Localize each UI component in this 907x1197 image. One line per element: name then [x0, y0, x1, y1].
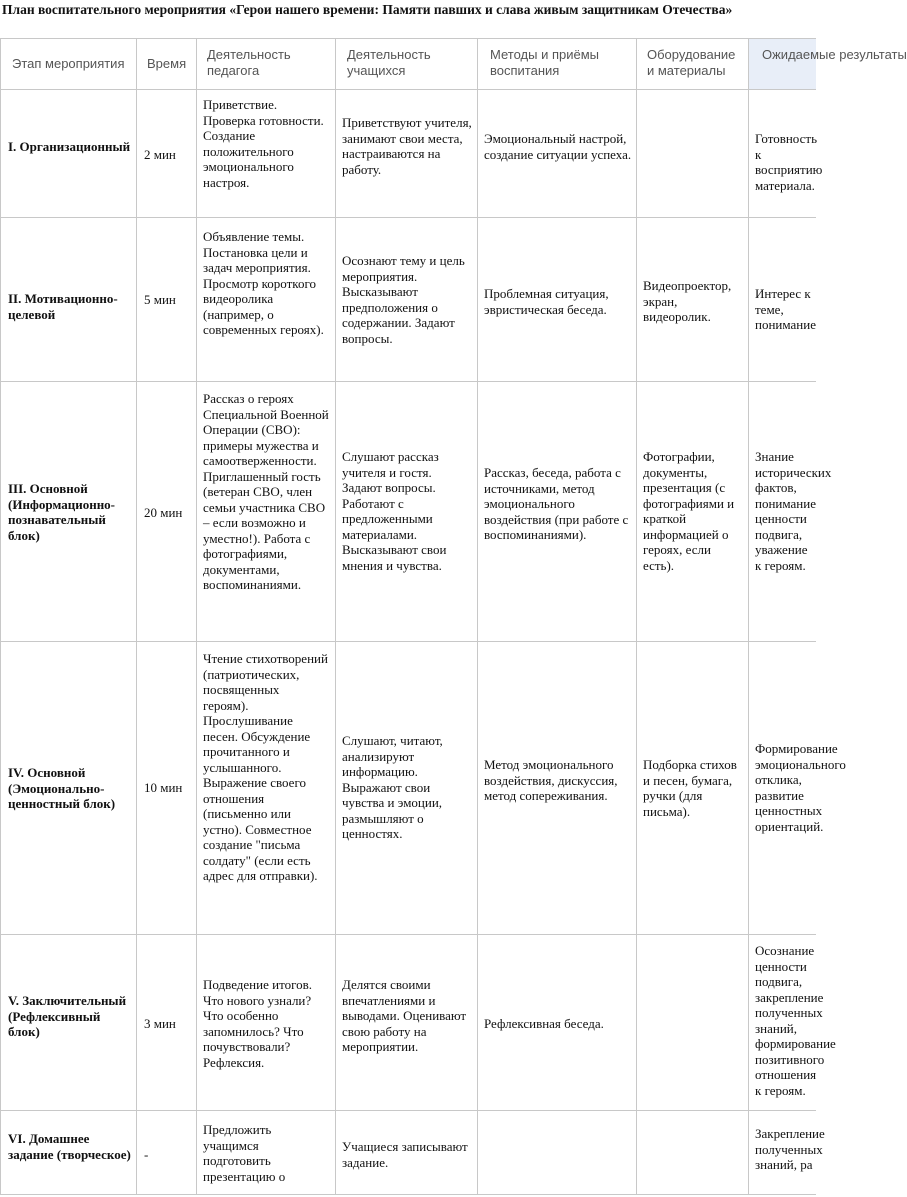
row1-teacher: Приветствие. Проверка готовности. Создание положительного эмоционального настроя. — [203, 97, 324, 190]
row3-results: Знание исторических фактов, понимание ценности подвига, уважение к героям. — [755, 449, 832, 573]
row2-students: Осознают тему и цель мероприятия. Высказывают предположения о содержании. Задают вопросы. — [342, 253, 465, 346]
row2-equipment: Видеопроектор, экран, видеоролик. — [643, 278, 732, 324]
row3-teacher: Рассказ о героях Специальной Военной Операции (СВО): примеры мужества и самоотверженности. Приглашенный гость (ветеран СВО, член семьи участника СВО – если возможно и уместно!). Работа с фотографиями, документами, воспоминаниями. — [203, 391, 329, 592]
row4-time: 10 мин — [144, 780, 183, 795]
row2-stage: II. Мотивационно-целевой — [8, 291, 118, 322]
row3-methods: Рассказ, беседа, работа с источниками, метод эмоционального воздействия (при работе с воспоминаниями). — [484, 465, 629, 542]
row3-equipment: Фотографии, документы, презентация (с фотографиями и краткой информацией о героях, если есть). — [643, 449, 735, 573]
row2-results: Интерес к теме, понимание — [755, 286, 816, 332]
document-title: План воспитательного мероприятия «Герои нашего времени: Памяти павших и слава живым защитникам Отечества» — [2, 2, 733, 17]
row1-time: 2 мин — [144, 147, 176, 162]
header-time: Время — [147, 56, 187, 71]
header-methods: Методы и приёмы воспитания — [490, 47, 599, 78]
row4-students: Слушают, читают, анализируют информацию. Выражают свои чувства и эмоции, размышляют о ценностях. — [342, 733, 443, 841]
row5-methods: Рефлексивная беседа. — [484, 1016, 604, 1031]
row1-results: Готовность к восприятию материала. — [755, 131, 823, 193]
header-teacher: Деятельность педагога — [207, 47, 291, 78]
header-stage: Этап мероприятия — [12, 56, 125, 71]
row4-equipment: Подборка стихов и песен, бумага, ручки (для письма). — [643, 757, 737, 819]
row6-time: - — [144, 1147, 149, 1162]
row5-time: 3 мин — [144, 1016, 176, 1031]
header-results: Ожидаемые результаты — [749, 39, 816, 89]
header-equipment: Оборудование и материалы — [647, 47, 736, 78]
row3-time: 20 мин — [144, 505, 183, 520]
row5-teacher: Подведение итогов. Что нового узнали? Что особенно запомнилось? Что почувствовали? Рефлексия. — [203, 977, 312, 1070]
row5-stage: V. Заключительный (Рефлексивный блок) — [8, 993, 127, 1039]
row4-teacher: Чтение стихотворений (патриотических, посвященных героям). Прослушивание песен. Обсуждение прочитанного и услышанного. Выражение своего отношения (письменно или устно). Совместное создание "письма солдату" (если есть адрес для отправки). — [203, 651, 328, 883]
row2-time: 5 мин — [144, 292, 176, 307]
header-students: Деятельность учащихся — [347, 47, 431, 78]
row5-students: Делятся своими впечатлениями и выводами. Оценивают свою работу на мероприятии. — [342, 977, 467, 1054]
row6-results: Закрепление полученных знаний, ра — [755, 1126, 825, 1172]
row3-students: Слушают рассказ учителя и гостя. Задают вопросы. Работают с предложенными материалами. Высказывают свои мнения и чувства. — [342, 449, 447, 573]
row2-teacher: Объявление темы. Постановка цели и задач мероприятия. Просмотр короткого видеоролика (например, о современных героях). — [203, 229, 324, 337]
row1-methods: Эмоциональный настрой, создание ситуации успеха. — [484, 131, 632, 162]
row4-stage: IV. Основной (Эмоционально-ценностный блок) — [8, 765, 116, 811]
row2-methods: Проблемная ситуация, эвристическая беседа. — [484, 286, 609, 317]
row1-stage: I. Организационный — [8, 139, 131, 154]
row6-students: Учащиеся записывают задание. — [342, 1139, 468, 1170]
row1-students: Приветствуют учителя, занимают свои места, настраиваются на работу. — [342, 115, 472, 177]
row3-stage: III. Основной (Информационно-познавательный блок) — [8, 481, 116, 543]
row6-stage: VI. Домашнее задание (творческое) — [8, 1131, 131, 1162]
row5-results: Осознание ценности подвига, закрепление полученных знаний, формирование позитивного отношения к героям. — [755, 943, 836, 1098]
row6-teacher: Предложить учащимся подготовить презентацию о — [203, 1122, 286, 1184]
row4-methods: Метод эмоционального воздействия, дискуссия, метод сопереживания. — [484, 757, 618, 803]
row4-results: Формирование эмоционального отклика, развитие ценностных ориентаций. — [755, 741, 846, 834]
